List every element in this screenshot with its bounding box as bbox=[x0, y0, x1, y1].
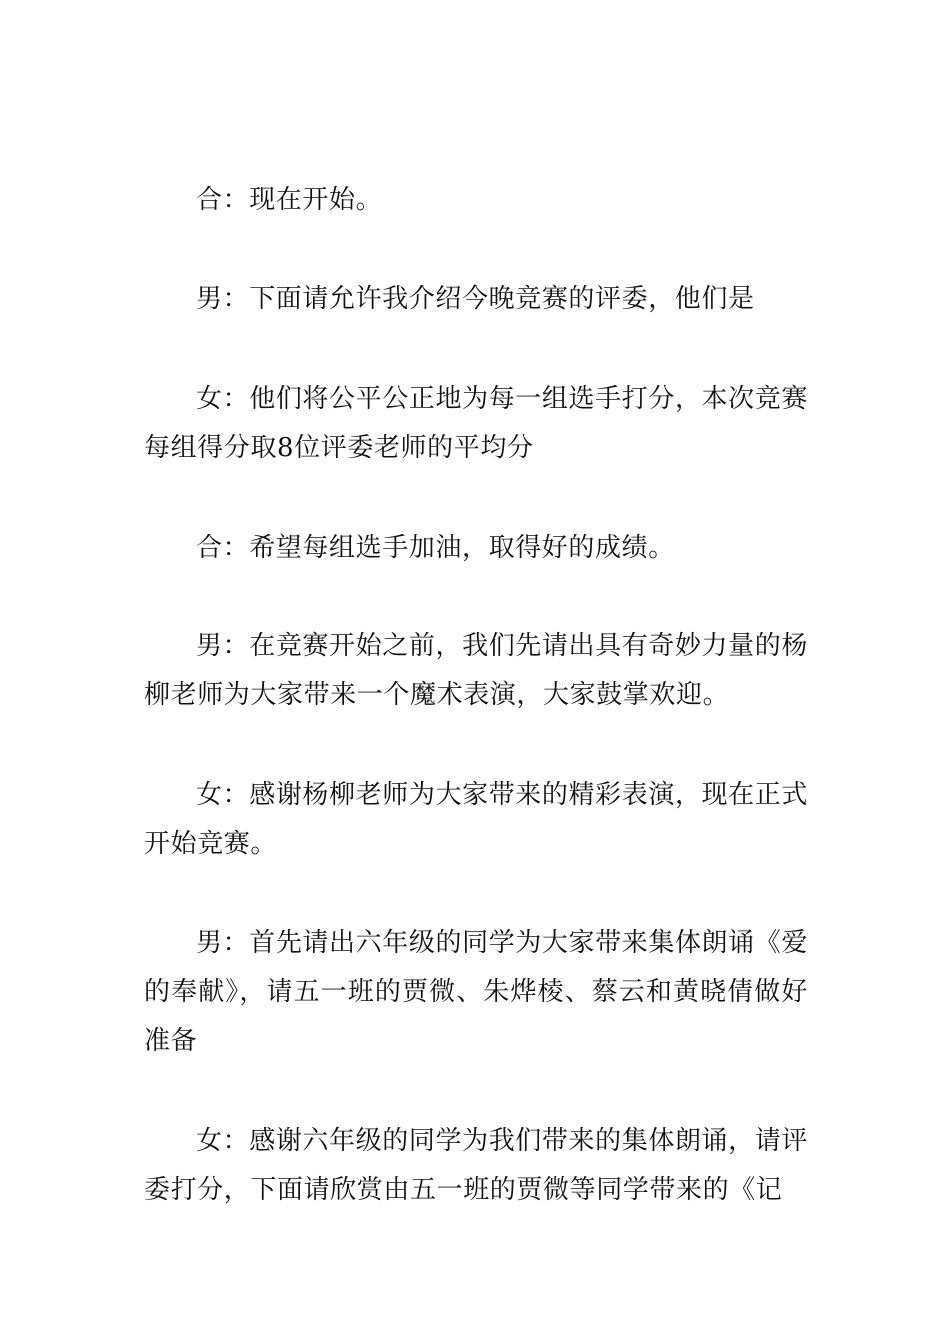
dialogue-paragraph-3: 女：他们将公平公正地为每一组选手打分，本次竞赛每组得分取8位评委老师的平均分 bbox=[144, 384, 808, 463]
dialogue-paragraph-1: 合：现在开始。 bbox=[196, 185, 383, 215]
dialogue-paragraph-6: 女：感谢杨柳老师为大家带来的精彩表演，现在正式开始竞赛。 bbox=[144, 780, 808, 859]
dialogue-paragraph-2: 男：下面请允许我介绍今晚竞赛的评委，他们是 bbox=[196, 284, 755, 314]
dialogue-paragraph-5: 男：在竞赛开始之前，我们先请出具有奇妙力量的杨柳老师为大家带来一个魔术表演，大家鼓掌欢迎。 bbox=[144, 631, 808, 710]
dialogue-paragraph-7: 男：首先请出六年级的同学为大家带来集体朗诵《爱的奉献》，请五一班的贾微、朱烨棱、蔡云和黄晓倩做好准备 bbox=[144, 928, 808, 1056]
dialogue-paragraph-4: 合：希望每组选手加油，取得好的成绩。 bbox=[196, 533, 675, 563]
dialogue-paragraph-8: 女：感谢六年级的同学为我们带来的集体朗诵，请评委打分，下面请欣赏由五一班的贾微等同学带来的《记 bbox=[144, 1126, 808, 1205]
